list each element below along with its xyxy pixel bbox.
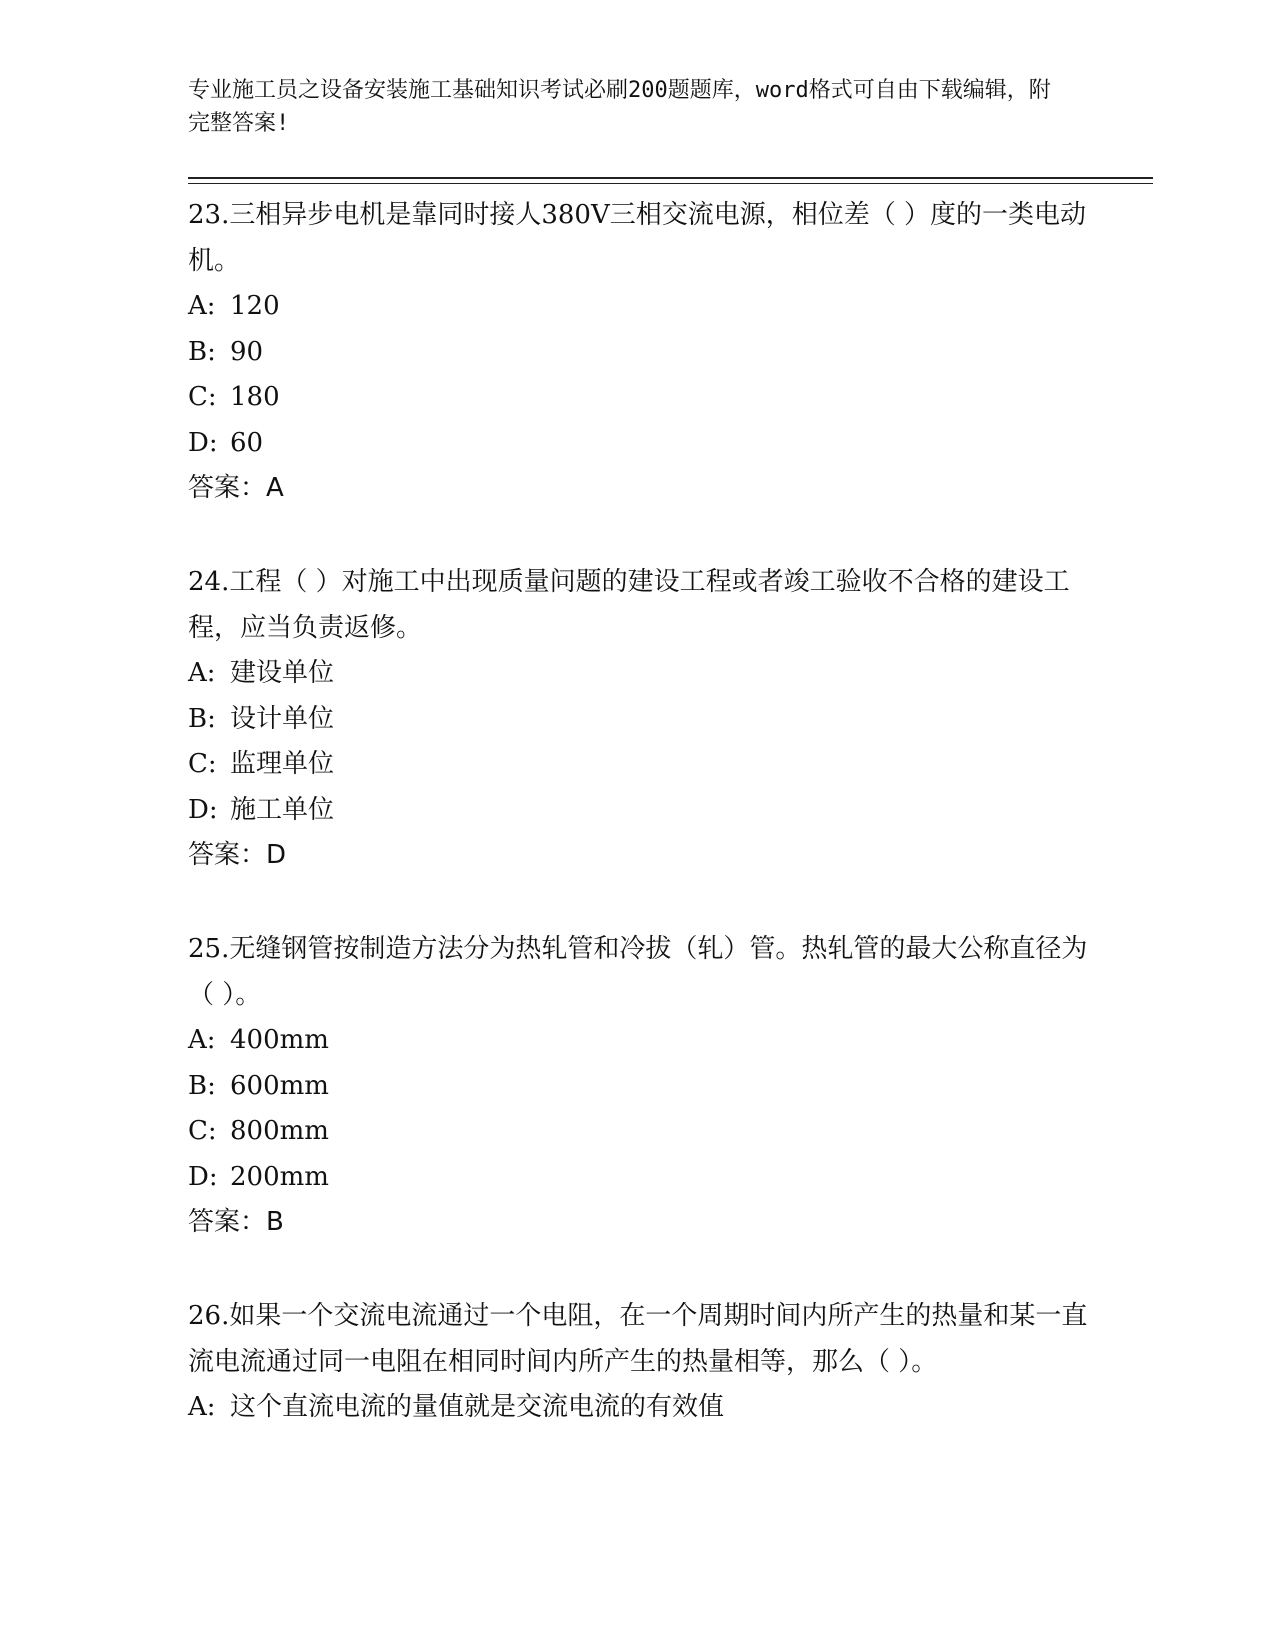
option-text: 这个直流电流的量值就是交流电流的有效值 xyxy=(230,1392,725,1422)
option-letter: A: xyxy=(188,658,216,688)
option-text: 60 xyxy=(230,427,264,458)
option-letter: D: xyxy=(188,794,218,825)
option-d xyxy=(188,421,1088,467)
answer-label: 答案：A xyxy=(188,473,284,503)
question-stem: 26.如果一个交流电流通过一个电阻，在一个周期时间内所产生的热量和某一直流电流通过同一电阻在相同时间内所产生的热量相等，那么（ ）。 xyxy=(188,1301,1088,1377)
option-c xyxy=(188,742,1088,788)
option-c xyxy=(188,375,1088,421)
option-letter: A: xyxy=(188,1392,216,1422)
option-letter: B: xyxy=(188,703,216,734)
option-b xyxy=(188,697,1088,743)
option-b xyxy=(188,1064,1088,1110)
question-list xyxy=(188,192,1088,1479)
option-letter: A: xyxy=(188,291,216,321)
question-stem: 23.三相异步电机是靠同时接人380V三相交流电源，相位差（ ）度的一类电动机。 xyxy=(188,200,1087,276)
question-stem: 25.无缝钢管按制造方法分为热轧管和冷拔（轧）管。热轧管的最大公称直径为（ ）。 xyxy=(188,934,1088,1010)
option-letter: B: xyxy=(188,336,216,367)
header-rule-thin xyxy=(188,183,1153,184)
option-a xyxy=(188,284,1088,330)
option-a xyxy=(188,1385,1088,1431)
option-text: 90 xyxy=(230,336,264,367)
answer-label: 答案：D xyxy=(188,840,287,870)
option-text: 施工单位 xyxy=(230,794,335,825)
option-text: 监理单位 xyxy=(230,749,335,779)
option-c xyxy=(188,1109,1088,1155)
option-letter: D: xyxy=(188,1161,218,1192)
option-d xyxy=(188,788,1088,834)
document-header: 专业施工员之设备安装施工基础知识考试必刷200题题库，word格式可自由下载编辑，附完整答案! xyxy=(188,78,1051,136)
option-text: 800mm xyxy=(230,1116,329,1146)
option-letter: A: xyxy=(188,1025,216,1055)
option-letter: C: xyxy=(188,382,217,412)
option-letter: B: xyxy=(188,1070,216,1101)
question-24 xyxy=(188,559,1088,878)
option-letter: D: xyxy=(188,427,218,458)
question-25 xyxy=(188,926,1088,1245)
header-rule-thick xyxy=(188,177,1153,179)
option-a xyxy=(188,1018,1088,1064)
option-text: 600mm xyxy=(230,1070,329,1101)
option-letter: C: xyxy=(188,749,217,779)
option-letter: C: xyxy=(188,1116,217,1146)
option-d xyxy=(188,1155,1088,1201)
question-23 xyxy=(188,192,1088,511)
answer-label: 答案：B xyxy=(188,1207,284,1237)
option-text: 400mm xyxy=(230,1025,329,1055)
option-text: 200mm xyxy=(230,1161,329,1192)
option-text: 180 xyxy=(230,382,280,412)
option-b xyxy=(188,330,1088,376)
option-text: 120 xyxy=(230,291,280,321)
option-a xyxy=(188,651,1088,697)
option-text: 设计单位 xyxy=(230,703,335,734)
question-stem: 24.工程（ ）对施工中出现质量问题的建设工程或者竣工验收不合格的建设工程，应当负责返修。 xyxy=(188,567,1070,643)
option-text: 建设单位 xyxy=(230,658,335,688)
question-26 xyxy=(188,1293,1088,1431)
